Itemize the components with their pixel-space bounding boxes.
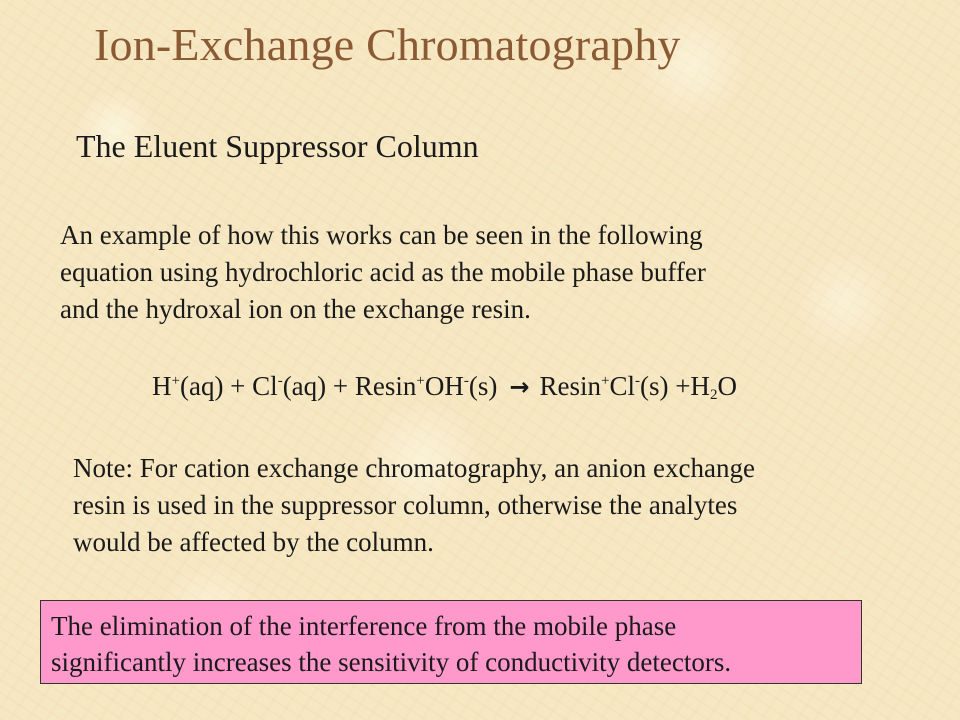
intro-line: An example of how this works can be seen in the following — [60, 220, 703, 250]
eq-product-resin-charge: + — [600, 373, 610, 389]
eq-product-resin: Resin — [539, 371, 601, 401]
eq-product-cl: Cl — [609, 371, 635, 401]
eq-product-cl-charge: - — [634, 373, 640, 389]
intro-line: equation using hydrochloric acid as the mobile phase buffer — [60, 257, 706, 287]
eq-h: H — [152, 371, 172, 401]
intro-line: and the hydroxal ion on the exchange resin. — [60, 294, 531, 324]
chemical-equation — [152, 371, 737, 402]
highlight-box — [40, 600, 862, 684]
eq-part1: (aq) + Cl — [179, 371, 278, 401]
right-arrow-icon: → — [509, 373, 530, 401]
intro-paragraph — [60, 217, 706, 328]
eq-oh-charge: - — [463, 373, 469, 389]
eq-part4: (s) +H — [639, 371, 710, 401]
eq-h2o-subscript: 2 — [709, 387, 718, 403]
note-line: Note: For cation exchange chromatography, an anion exchange — [73, 453, 755, 483]
slide-title: Ion-Exchange Chromatography — [94, 19, 681, 70]
highlight-line: significantly increases the sensitivity of conductivity detectors. — [51, 647, 732, 677]
eq-h-charge: + — [171, 373, 180, 389]
eq-cl-charge: - — [277, 373, 283, 389]
note-line: resin is used in the suppressor column, otherwise the analytes — [73, 490, 738, 520]
eq-o: O — [717, 371, 737, 401]
note-line: would be affected by the column. — [73, 527, 434, 557]
section-subtitle: The Eluent Suppressor Column — [76, 128, 479, 164]
highlight-line: The elimination of the interference from the mobile phase — [51, 611, 677, 641]
eq-oh: OH — [424, 371, 464, 401]
note-paragraph — [73, 450, 755, 561]
eq-resin-charge: + — [416, 373, 425, 389]
eq-part2: (aq) + Resin — [282, 371, 417, 401]
eq-part3: (s) — [468, 371, 498, 401]
